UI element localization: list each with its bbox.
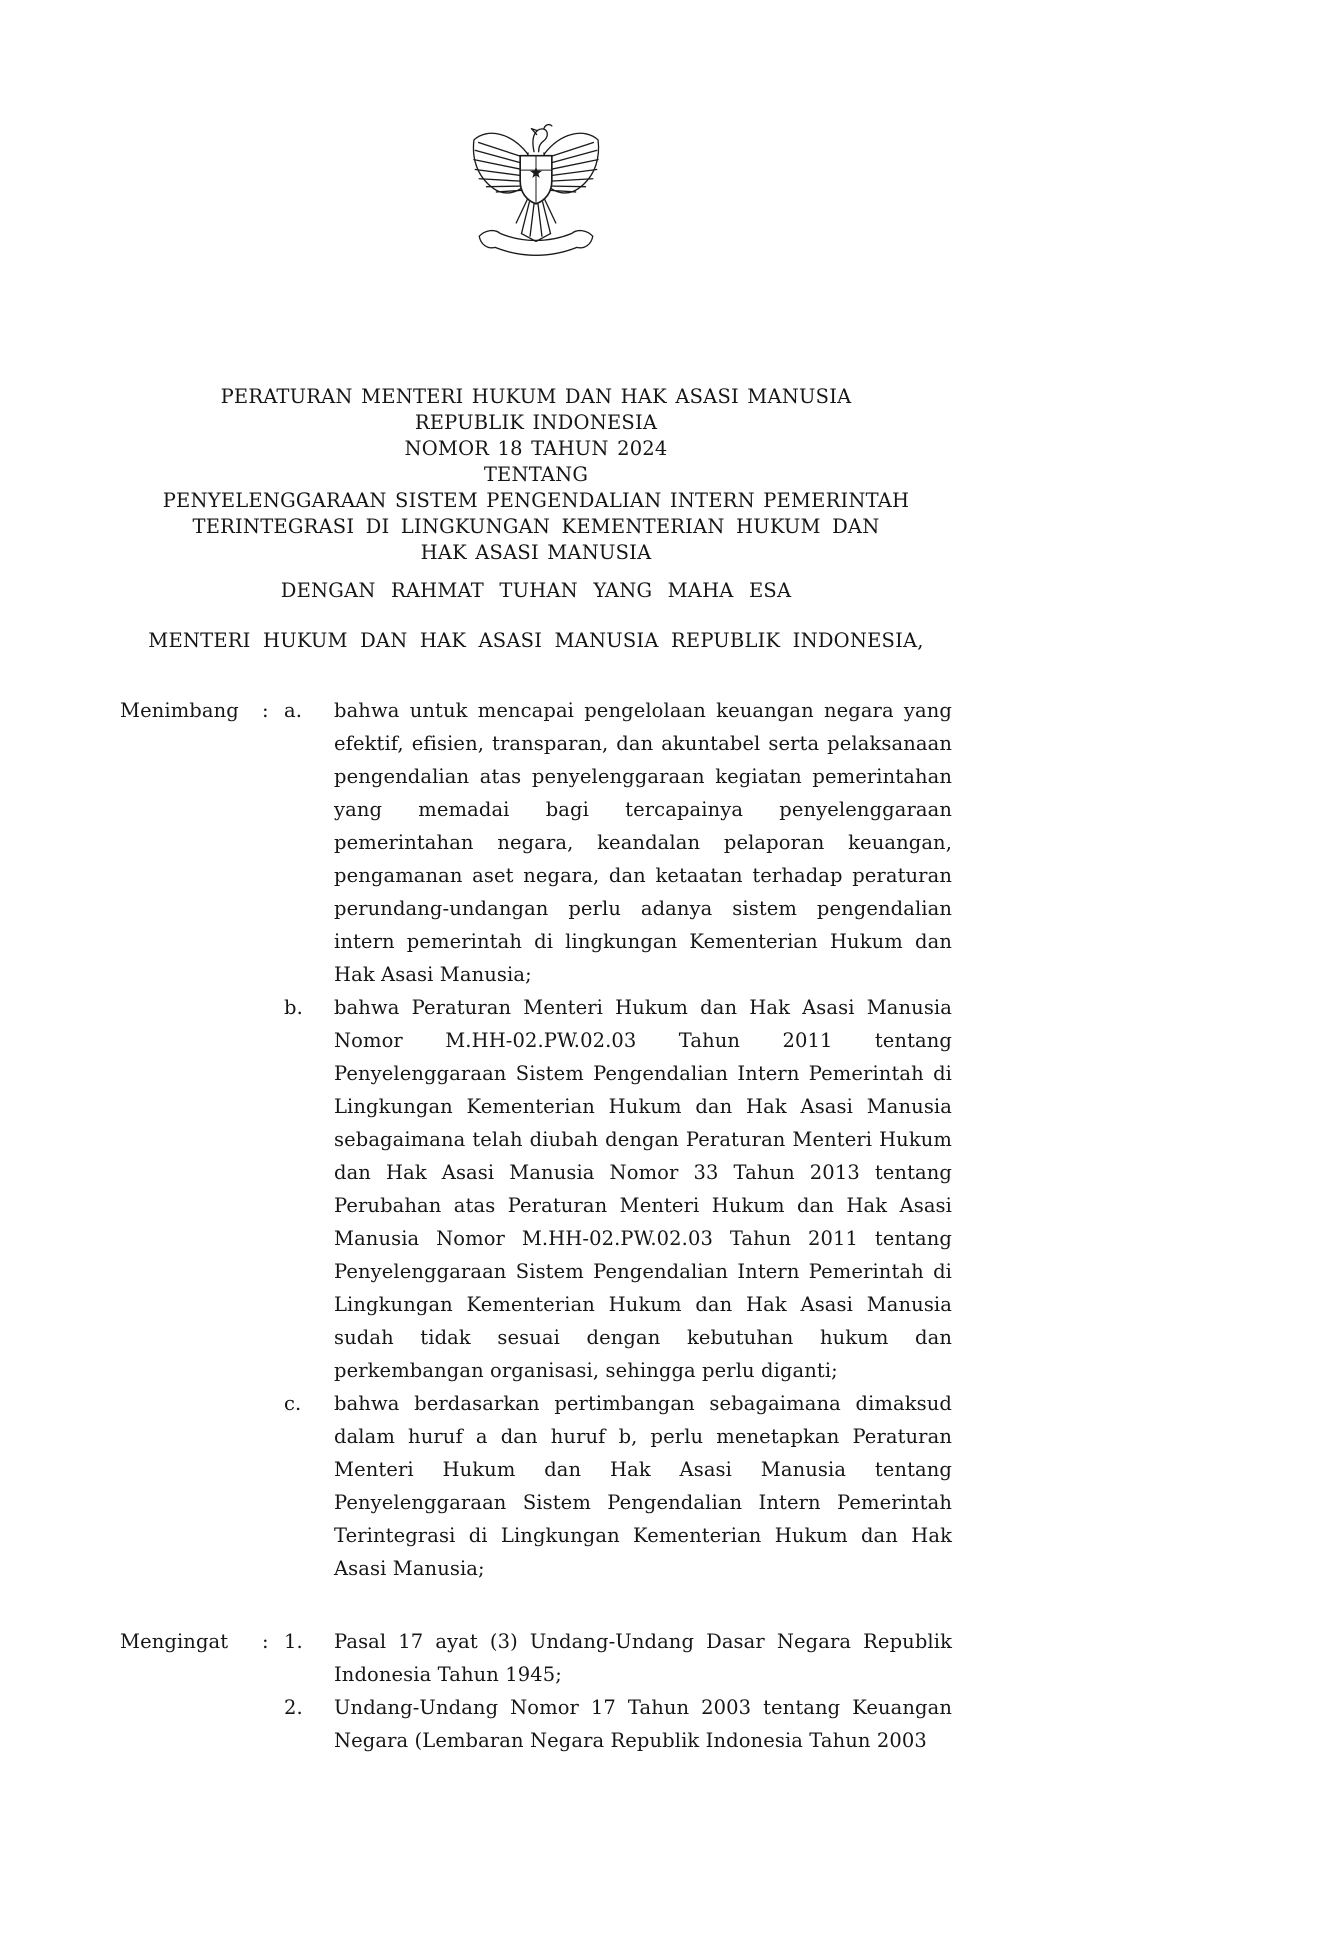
mengingat-item-1-text: Pasal 17 ayat (3) Undang-Undang Dasar Negara Republik Indonesia Tahun 1945;	[334, 1630, 952, 1686]
menimbang-item-c-text: bahwa berdasarkan pertimbangan sebagaimana dimaksud dalam huruf a dan huruf b, perlu menetapkan Peraturan Menteri Hukum dan Hak Asasi Manusia tentang Penyelenggaraan Sistem Pengendalian Intern Pemerintah Terintegrasi di Lingkungan Kementerian Hukum dan Hak Asasi Manusia;	[334, 1392, 952, 1580]
mengingat-colon: :	[262, 1630, 269, 1653]
menimbang-item-a-text: bahwa untuk mencapai pengelolaan keuangan negara yang efektif, efisien, transparan, dan akuntabel serta pelaksanaan pengendalian atas penyelenggaraan kegiatan pemerintahan yang memadai bagi tercapainya penyelenggaraan pemerintahan negara, keandalan pelaporan keuangan, pengamanan aset negara, dan ketaatan terhadap peraturan perundang-undangan perlu adanya sistem pengendalian intern pemerintah di lingkungan Kementerian Hukum dan Hak Asasi Manusia;	[334, 699, 952, 986]
spacer-cell	[262, 1387, 284, 1585]
document-title	[120, 384, 952, 566]
spacer-cell	[120, 991, 262, 1387]
garuda-pancasila-emblem-icon	[470, 112, 602, 264]
mengingat-item-2-marker: 2.	[284, 1696, 303, 1719]
spacer-cell	[262, 991, 284, 1387]
spacer-cell	[120, 1691, 262, 1757]
mengingat-item-1-marker: 1.	[284, 1630, 303, 1653]
spacer-cell	[262, 1691, 284, 1757]
menimbang-item-b-marker: b.	[284, 996, 303, 1019]
menimbang-item-c-marker: c.	[284, 1392, 302, 1415]
title-line-4: TENTANG	[483, 463, 589, 486]
emblem-container	[120, 0, 952, 268]
menimbang-section	[120, 694, 952, 1585]
title-line-2: REPUBLIK INDONESIA	[414, 411, 658, 434]
mengingat-section	[120, 1625, 952, 1757]
title-line-5: PENYELENGGARAAN SISTEM PENGENDALIAN INTERN PEMERINTAH	[162, 489, 910, 512]
authority-line: MENTERI HUKUM DAN HAK ASASI MANUSIA REPUBLIK INDONESIA,	[148, 629, 924, 652]
menimbang-item-a-marker: a.	[284, 699, 303, 722]
menimbang-colon: :	[262, 699, 269, 722]
title-line-1: PERATURAN MENTERI HUKUM DAN HAK ASASI MANUSIA	[220, 385, 852, 408]
title-line-7: HAK ASASI MANUSIA	[420, 541, 652, 564]
document-content	[120, 0, 952, 1757]
title-line-3: NOMOR 18 TAHUN 2024	[404, 437, 668, 460]
spacer-cell	[120, 1387, 262, 1585]
mengingat-item-2-text: Undang-Undang Nomor 17 Tahun 2003 tentang Keuangan Negara (Lembaran Negara Republik Indonesia Tahun 2003	[334, 1696, 952, 1752]
menimbang-label: Menimbang	[120, 699, 239, 722]
menimbang-item-b-text: bahwa Peraturan Menteri Hukum dan Hak Asasi Manusia Nomor M.HH-02.PW.02.03 Tahun 2011 tentang Penyelenggaraan Sistem Pengendalian Intern Pemerintah di Lingkungan Kementerian Hukum dan Hak Asasi Manusia sebagaimana telah diubah dengan Peraturan Menteri Hukum dan Hak Asasi Manusia Nomor 33 Tahun 2013 tentang Perubahan atas Peraturan Menteri Hukum dan Hak Asasi Manusia Nomor M.HH-02.PW.02.03 Tahun 2011 tentang Penyelenggaraan Sistem Pengendalian Intern Pemerintah di Lingkungan Kementerian Hukum dan Hak Asasi Manusia sudah tidak sesuai dengan kebutuhan hukum dan perkembangan organisasi, sehingga perlu diganti;	[334, 996, 952, 1382]
title-line-6: TERINTEGRASI DI LINGKUNGAN KEMENTERIAN HUKUM DAN	[192, 515, 880, 538]
mengingat-label: Mengingat	[120, 1630, 229, 1653]
invocation-line: DENGAN RAHMAT TUHAN YANG MAHA ESA	[280, 579, 792, 602]
